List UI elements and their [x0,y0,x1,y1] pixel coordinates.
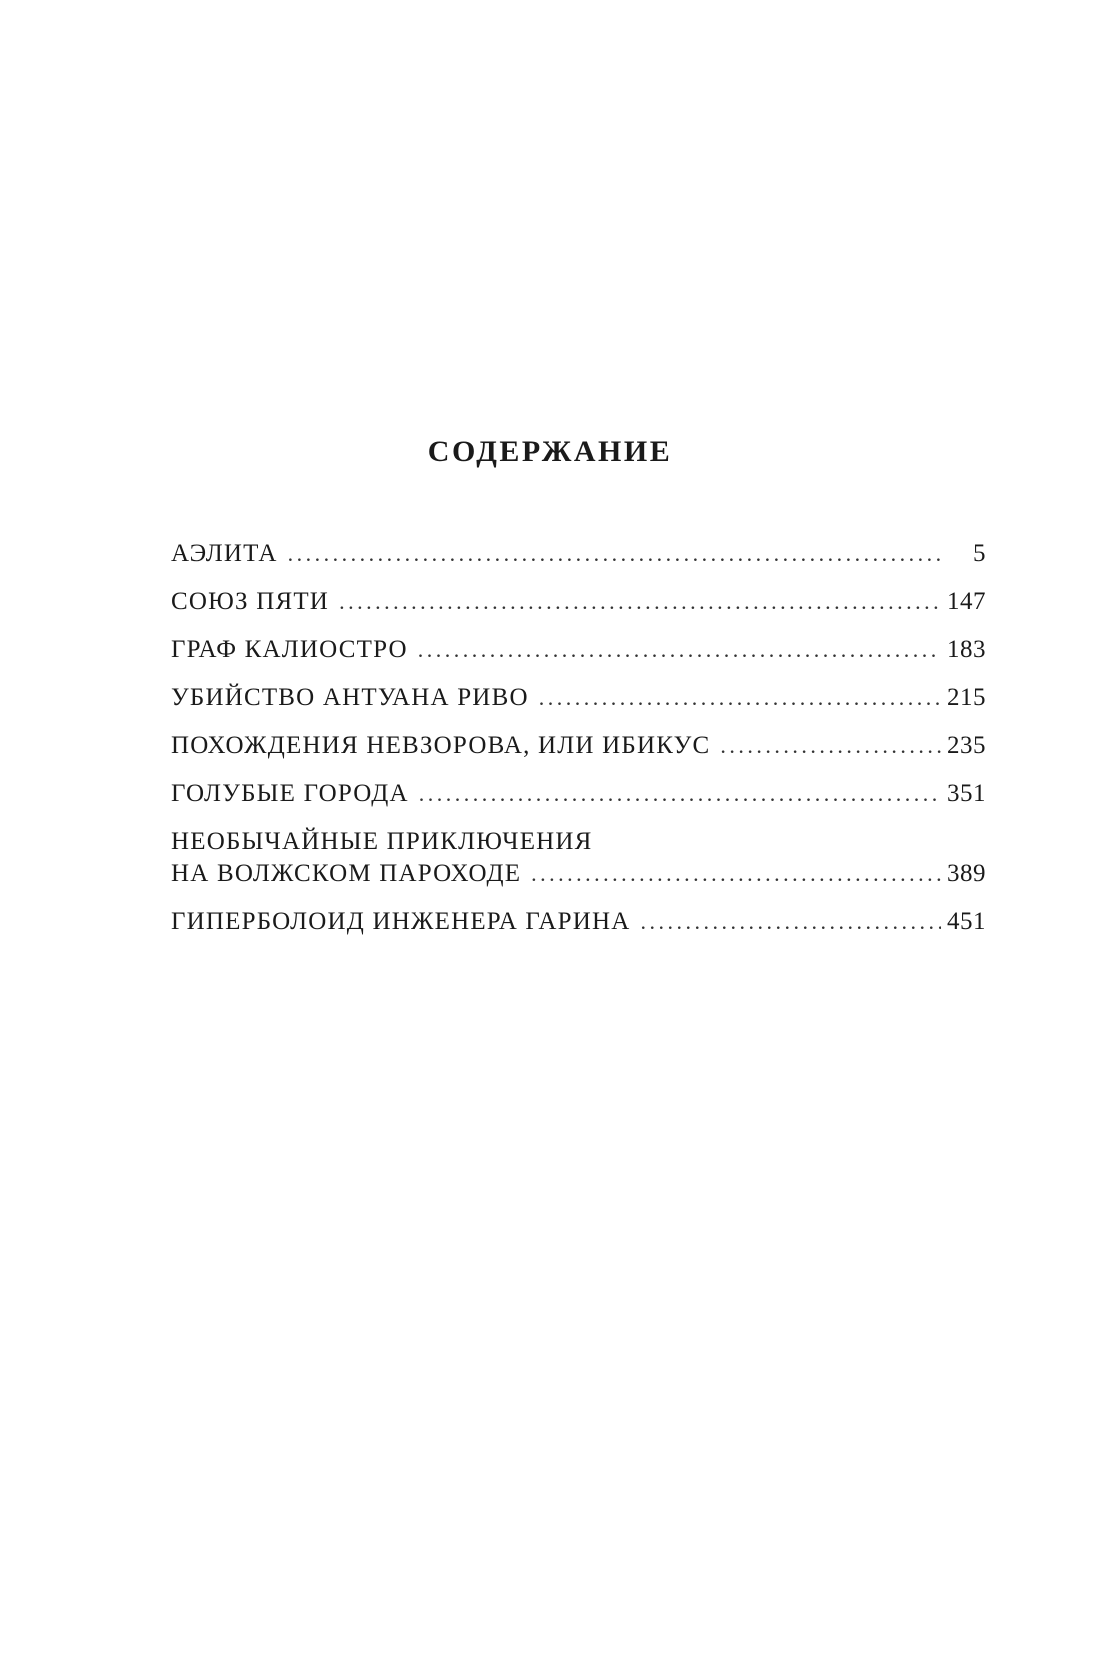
toc-entry-title: УБИЙСТВО АНТУАНА РИВО [171,684,529,711]
toc-entry [171,778,986,810]
dot-leader [419,778,941,810]
dot-leader [539,682,941,714]
toc-page-number: 147 [947,588,986,615]
toc-entry-title: АЭЛИТА [171,540,278,567]
toc-entry-title: ПОХОЖДЕНИЯ НЕВЗОРОВА, ИЛИ ИБИКУС [171,732,711,759]
toc-entry-title: ГРАФ КАЛИОСТРО [171,636,408,663]
toc-entry-title: ГИПЕРБОЛОИД ИНЖЕНЕРА ГАРИНА [171,908,631,935]
dot-leader [640,906,941,938]
dot-leader [531,858,941,890]
dot-leader [339,586,941,618]
dot-leader [418,634,941,666]
toc-page-number: 5 [973,540,986,567]
toc-entry-title-line1: НЕОБЫЧАЙНЫЕ ПРИКЛЮЧЕНИЯ [171,828,593,855]
toc-entry [171,826,986,890]
dot-leader [720,730,941,762]
toc-page-number: 451 [947,908,986,935]
toc-page-number: 235 [947,732,986,759]
dot-leader [288,538,942,570]
toc-entry [171,538,986,570]
toc-entry-title: НА ВОЛЖСКОМ ПАРОХОДЕ [171,860,522,887]
toc-entry-title: СОЮЗ ПЯТИ [171,588,330,615]
toc-entry [171,906,986,938]
toc-entry [171,634,986,666]
toc-page-number: 215 [947,684,986,711]
toc-entry [171,730,986,762]
table-of-contents [171,538,986,954]
page-title: СОДЕРЖАНИЕ [427,435,673,468]
toc-page-number: 389 [947,860,986,887]
toc-page-number: 351 [947,780,986,807]
toc-entry [171,682,986,714]
toc-page-number: 183 [947,636,986,663]
toc-entry-title: ГОЛУБЫЕ ГОРОДА [171,780,409,807]
toc-entry [171,586,986,618]
